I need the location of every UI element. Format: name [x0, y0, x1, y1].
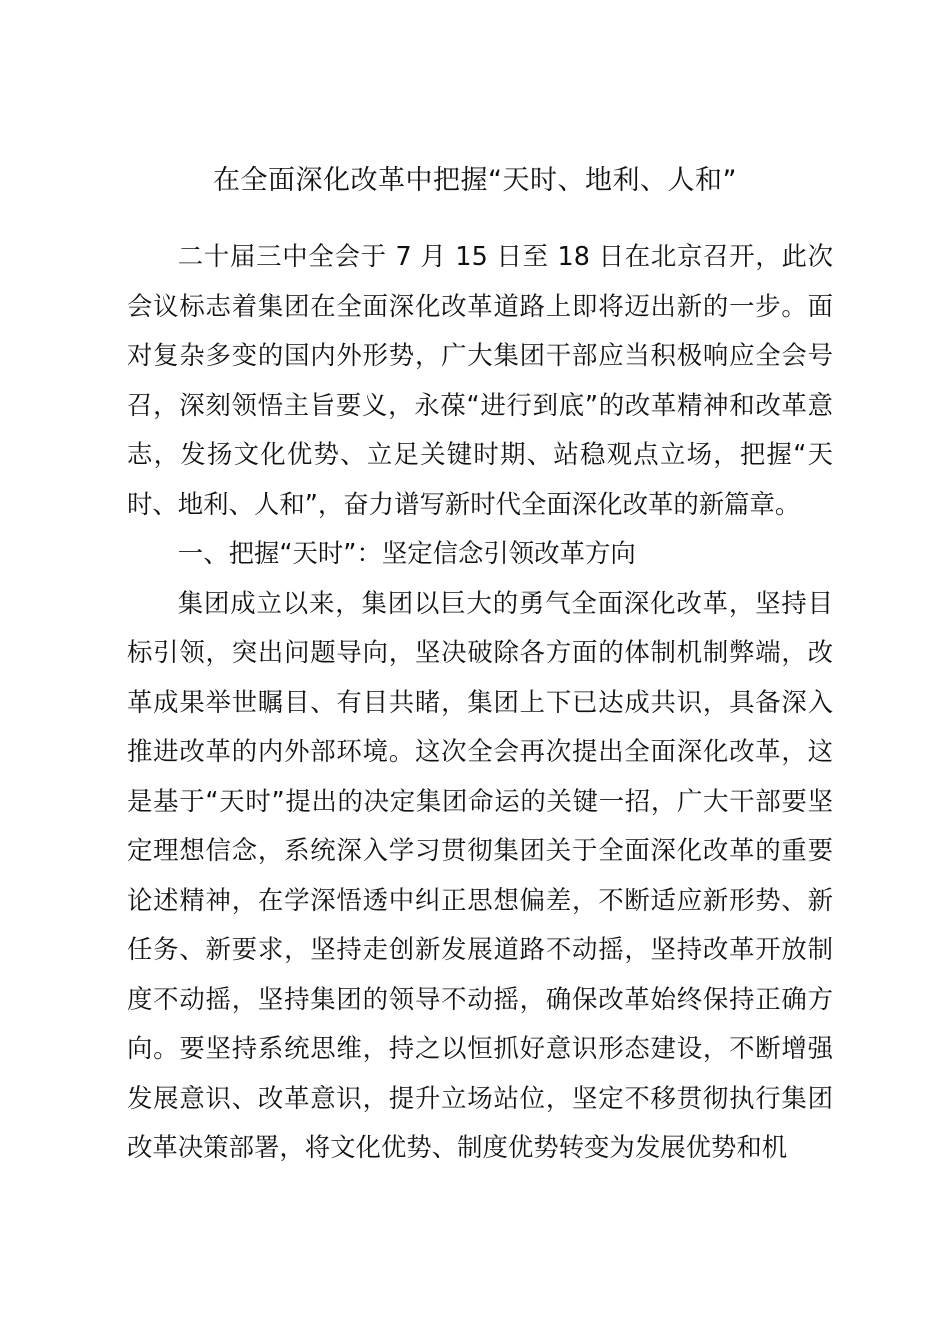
section-heading-1: 一、把握“天时”：坚定信念引领改革方向 — [177, 538, 636, 568]
document-title: 在全面深化改革中把握“天时、地利、人和” — [213, 165, 737, 196]
section-1-paragraph: 集团成立以来，集团以巨大的勇气全面深化改革，坚持目标引领，突出问题导向，坚决破除各方面的体制机制弊端，改革成果举世瞩目、有目共睹，集团上下已达成共识，具备深入推进改革的内外部环境。这次全会再次提出全面深化改革，这是基于“天时”提出的决定集团命运的关键一招，广大干部要坚定理想信念，系统深入学习贯彻集团关于全面深化改革的重要论述精神，在学深悟透中纠正思想偏差，不断适应新形势、新任务、新要求，坚持走创新发展道路不动摇，坚持改革开放制度不动摇，坚持集团的领导不动摇，确保改革始终保持正确方向。要坚持系统思维，持之以恒抓好意识形态建设，不断增强发展意识、改革意识，提升立场站位，坚定不移贯彻执行集团改革决策部署，将文化优势、制度优势转变为发展优势和机 — [127, 587, 833, 1162]
intro-paragraph: 二十届三中全会于 7 月 15 日至 18 日在北京召开，此次会议标志着集团在全面深化改革道路上即将迈出新的一步。面对复杂多变的国内外形势，广大集团干部应当积极响应全会号召，深刻领悟主旨要义，永葆“进行到底”的改革精神和改革意志，发扬文化优势、立足关键时期、站稳观点立场，把握“天时、地利、人和”，奋力谱写新时代全面深化改革的新篇章。 — [127, 241, 833, 519]
document-body — [127, 232, 833, 1173]
